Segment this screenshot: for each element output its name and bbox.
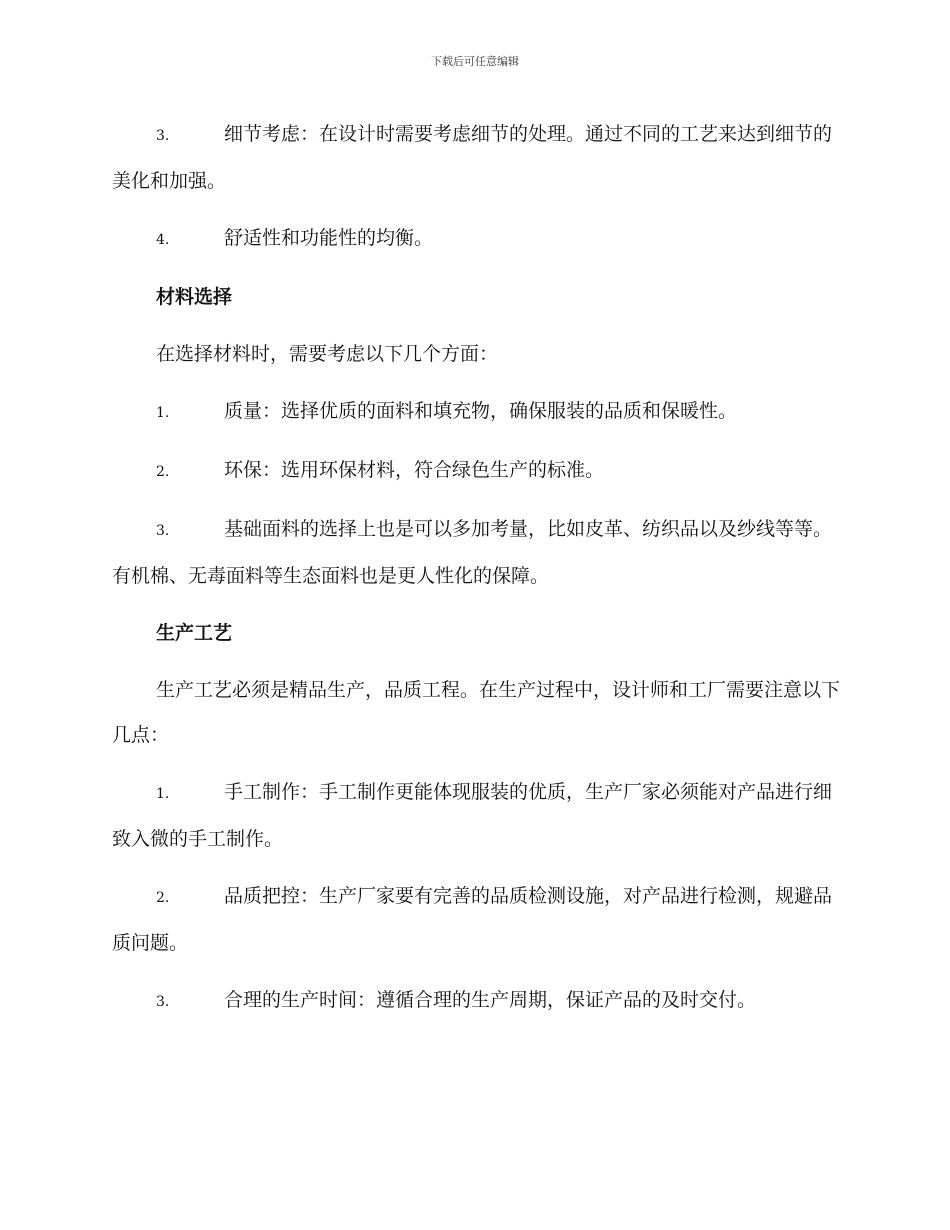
list-number: 1. [156,405,170,421]
list-number: 3. [156,128,170,144]
list-number: 3. [156,994,170,1010]
section-heading: 材料选择 [156,286,233,308]
section-heading: 生产工艺 [156,622,233,644]
list-item [112,112,842,204]
paragraph: 在选择材料时，需要考虑以下几个方面： [156,343,499,365]
list-number: 1. [156,786,170,802]
page-header: 下载后可任意编辑 [431,55,519,68]
list-item [112,389,842,436]
list-item [112,770,842,862]
list-text: 质量：选择优质的面料和填充物，确保服装的品质和保暖性。 [224,400,738,422]
document-body [112,112,842,1037]
list-number: 2. [156,890,170,906]
list-text: 手工制作：手工制作更能体现服装的优质，生产厂家必须能对产品进行细致入微的手工制作。 [112,781,833,850]
list-item [112,874,842,966]
list-text: 合理的生产时间：遵循合理的生产周期，保证产品的及时交付。 [224,989,757,1011]
list-text: 品质把控：生产厂家要有完善的品质检测设施，对产品进行检测，规避品质问题。 [112,885,833,954]
list-item [112,978,842,1025]
list-item [112,448,842,495]
paragraph: 生产工艺必须是精品生产，品质工程。在生产过程中，设计师和工厂需要注意以下几点： [112,679,841,746]
list-item [112,507,842,599]
list-text: 基础面料的选择上也是可以多加考量，比如皮革、纺织品以及纱线等等。有机棉、无毒面料等生态面料也是更人性化的保障。 [112,518,833,587]
list-text: 舒适性和功能性的均衡。 [224,227,434,249]
list-text: 环保：选用环保材料，符合绿色生产的标准。 [224,459,605,481]
list-item [112,216,842,263]
list-number: 4. [156,232,170,248]
list-number: 3. [156,523,170,539]
list-number: 2. [156,464,170,480]
list-text: 细节考虑：在设计时需要考虑细节的处理。通过不同的工艺来达到细节的美化和加强。 [112,123,833,192]
